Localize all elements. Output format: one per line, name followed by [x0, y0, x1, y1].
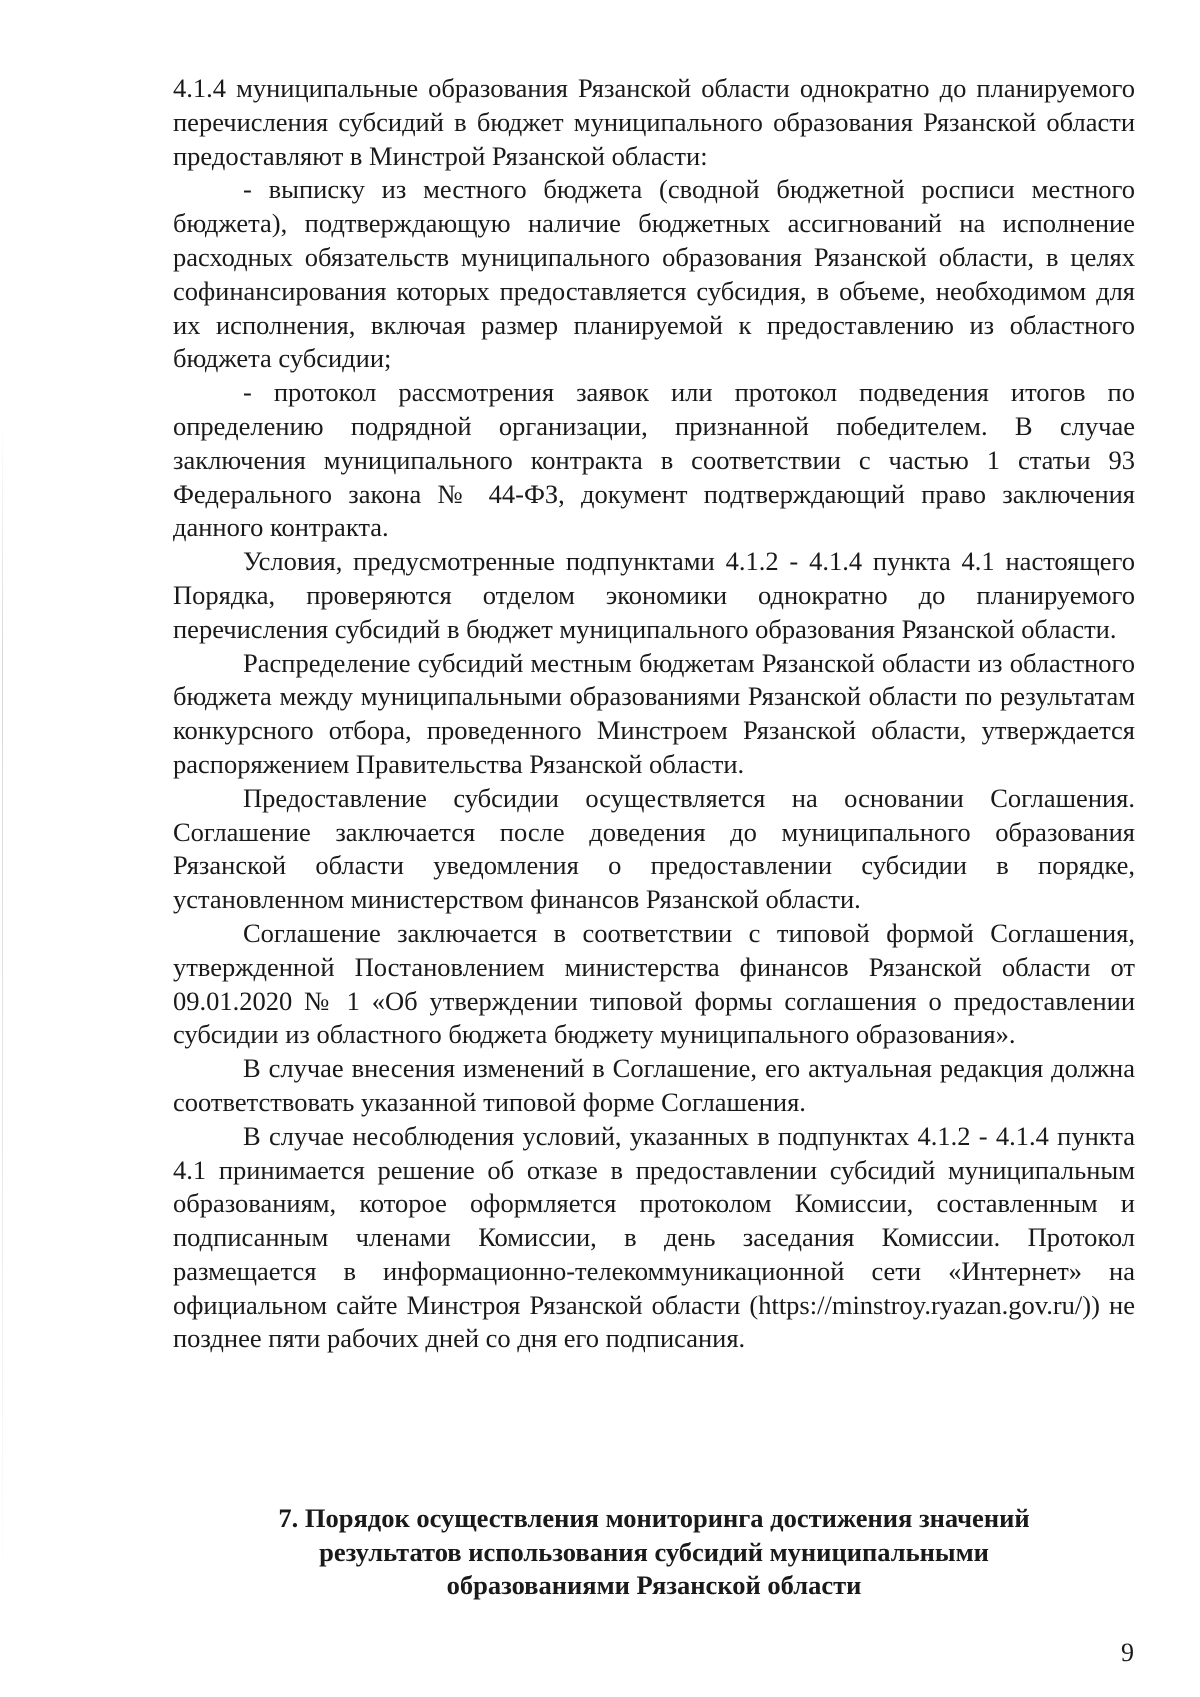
section-heading-line: образованиями Рязанской области	[446, 1570, 862, 1600]
document-body	[173, 72, 1135, 1356]
paragraph-protocol: - протокол рассмотрения заявок или протокол подведения итогов по определению подрядной организации, признанной победителем. В случае заключения муниципального контракта в соответствии с частью 1 статьи 93 Федерального закона № 44-ФЗ, документ подтверждающий право заключения данного контракта.	[173, 377, 1135, 543]
scan-edge-shadow	[2, 420, 3, 1600]
section-heading-line: 7. Порядок осуществления мониторинга достижения значений	[278, 1503, 1030, 1533]
paragraph-agreement-form: Соглашение заключается в соответствии с типовой формой Соглашения, утвержденной Постановлением министерства финансов Рязанской области от 09.01.2020 № 1 «Об утверждении типовой формы соглашения о предоставлении субсидии из областного бюджета бюджету муниципального образования».	[173, 917, 1135, 1050]
paragraph-budget-extract: - выписку из местного бюджета (сводной бюджетной росписи местного бюджета), подтверждающую наличие бюджетных ассигнований на исполнение расходных обязательств муниципального образования Рязанской области, в целях софинансирования которых предоставляется субсидия, в объеме, необходимом для их исполнения, включая размер планируемой к предоставлению из областного бюджета субсидии;	[173, 174, 1135, 374]
paragraph-refusal: В случае несоблюдения условий, указанных в подпунктах 4.1.2 - 4.1.4 пункта 4.1 принимается решение об отказе в предоставлении субсидий муниципальным образованиям, которое оформляется протоколом Комиссии, составленным и подписанным членами Комиссии, в день заседания Комиссии. Протокол размещается в информационно-телекоммуникационной сети «Интернет» на официальном сайте Минстроя Рязанской области (https://minstroy.ryazan.gov.ru/)) не позднее пяти рабочих дней со дня его подписания.	[173, 1120, 1135, 1354]
paragraph-agreement-basis: Предоставление субсидии осуществляется на основании Соглашения. Соглашение заключается после доведения до муниципального образования Рязанской области уведомления о предоставлении субсидии в порядке, установленном министерством финансов Рязанской области.	[173, 782, 1135, 915]
paragraph-conditions-check: Условия, предусмотренные подпунктами 4.1.2 - 4.1.4 пункта 4.1 настоящего Порядка, проверяются отделом экономики однократно до планируемого перечисления субсидий в бюджет муниципального образования Рязанской области.	[173, 546, 1135, 644]
paragraph-4-1-4: 4.1.4 муниципальные образования Рязанской области однократно до планируемого перечисления субсидий в бюджет муниципального образования Рязанской области предоставляют в Минстрой Рязанской области:	[173, 73, 1135, 171]
paragraph-distribution: Распределение субсидий местным бюджетам Рязанской области из областного бюджета между муниципальными образованиями Рязанской области по результатам конкурсного отбора, проведенного Минстроем Рязанской области, утверждается распоряжением Правительства Рязанской области.	[173, 647, 1135, 779]
page-number: 9	[1121, 1638, 1134, 1667]
section-7-heading	[173, 1502, 1135, 1603]
paragraph-agreement-changes: В случае внесения изменений в Соглашение, его актуальная редакция должна соответствовать указанной типовой форме Соглашения.	[173, 1053, 1135, 1117]
section-heading-line: результатов использования субсидий муниципальными	[319, 1536, 989, 1567]
